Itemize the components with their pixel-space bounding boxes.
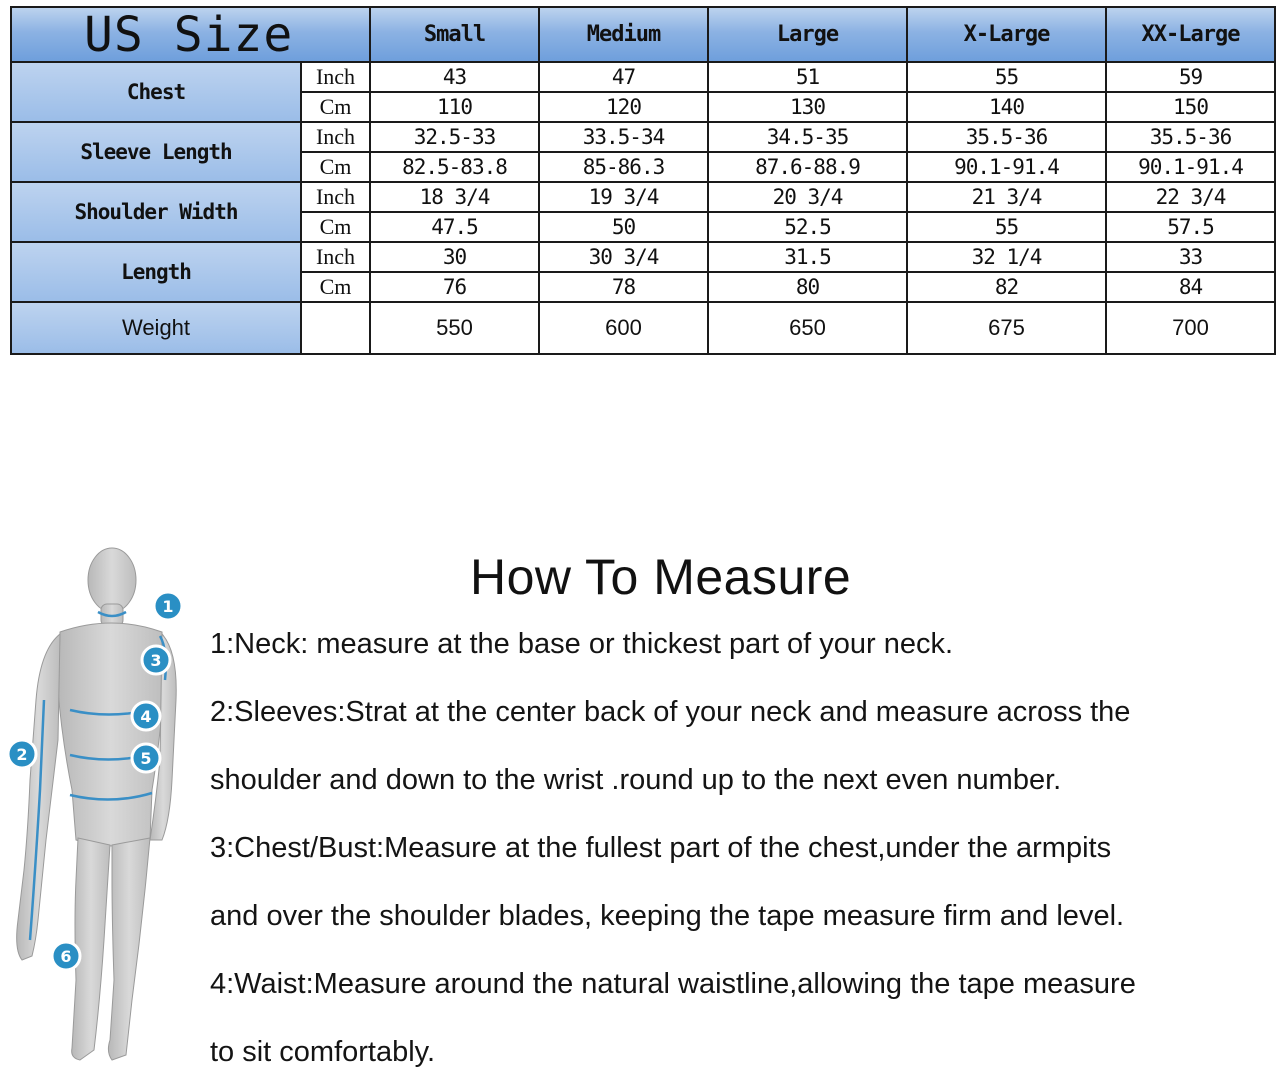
svg-text:2: 2: [16, 745, 28, 764]
table-cell: 84: [1106, 272, 1275, 302]
instruction-line: and over the shoulder blades, keeping the tape measure firm and level.: [210, 900, 1125, 932]
table-cell: 43: [370, 62, 539, 92]
measurement-label: Length: [11, 242, 301, 302]
weight-cell: 675: [907, 302, 1106, 354]
instruction-line: shoulder and down to the wrist .round up to the next even number.: [210, 764, 1062, 796]
unit-label: Cm: [301, 92, 370, 122]
table-cell: 120: [539, 92, 708, 122]
table-cell: 31.5: [708, 242, 907, 272]
table-title: US Size: [11, 7, 370, 62]
svg-text:1: 1: [162, 597, 174, 616]
table-cell: 30 3/4: [539, 242, 708, 272]
table-cell: 76: [370, 272, 539, 302]
table-row-weight: [11, 302, 1275, 354]
table-cell: 20 3/4: [708, 182, 907, 212]
table-cell: 19 3/4: [539, 182, 708, 212]
size-column-header: Medium: [539, 7, 708, 62]
size-column-header: XX-Large: [1106, 7, 1275, 62]
table-cell: 32.5-33: [370, 122, 539, 152]
table-cell: 35.5-36: [907, 122, 1106, 152]
size-column-header: Small: [370, 7, 539, 62]
table-cell: 150: [1106, 92, 1275, 122]
measurement-label: Chest: [11, 62, 301, 122]
weight-cell: 550: [370, 302, 539, 354]
marker-2-icon: [8, 740, 36, 768]
instruction-line: 1:Neck: measure at the base or thickest part of your neck.: [210, 628, 954, 660]
weight-cell: 700: [1106, 302, 1275, 354]
table-cell: 35.5-36: [1106, 122, 1275, 152]
unit-label: Inch: [301, 122, 370, 152]
size-column-header: X-Large: [907, 7, 1106, 62]
table-row: [11, 62, 1275, 92]
table-cell: 34.5-35: [708, 122, 907, 152]
weight-cell: 650: [708, 302, 907, 354]
unit-label: Cm: [301, 272, 370, 302]
table-cell: 59: [1106, 62, 1275, 92]
unit-label: Cm: [301, 152, 370, 182]
table-cell: 82: [907, 272, 1106, 302]
marker-4-icon: [132, 702, 160, 730]
instruction-line: 4:Waist:Measure around the natural waistline,allowing the tape measure: [210, 968, 1136, 1000]
instruction-line: to sit comfortably.: [210, 1036, 436, 1068]
size-column-header: Large: [708, 7, 907, 62]
svg-text:3: 3: [150, 651, 162, 670]
table-cell: 50: [539, 212, 708, 242]
table-cell: 51: [708, 62, 907, 92]
table-cell: 87.6-88.9: [708, 152, 907, 182]
table-row: [11, 122, 1275, 152]
instruction-line: 2:Sleeves:Strat at the center back of your neck and measure across the: [210, 696, 1131, 728]
body-measurement-figure: [0, 540, 200, 1080]
table-cell: 82.5-83.8: [370, 152, 539, 182]
table-cell: 55: [907, 62, 1106, 92]
weight-cell: 600: [539, 302, 708, 354]
table-row: [11, 242, 1275, 272]
table-cell: 52.5: [708, 212, 907, 242]
how-to-measure-title: How To Measure: [470, 549, 852, 605]
table-cell: 33: [1106, 242, 1275, 272]
measurement-label: Sleeve Length: [11, 122, 301, 182]
table-cell: 22 3/4: [1106, 182, 1275, 212]
table-cell: 47: [539, 62, 708, 92]
body-silhouette: [17, 548, 177, 1060]
blank-cell: [301, 302, 370, 354]
table-cell: 32 1/4: [907, 242, 1106, 272]
unit-label: Cm: [301, 212, 370, 242]
table-cell: 21 3/4: [907, 182, 1106, 212]
unit-label: Inch: [301, 182, 370, 212]
marker-6-icon: [52, 942, 80, 970]
marker-3-icon: [142, 646, 170, 674]
table-cell: 110: [370, 92, 539, 122]
table-cell: 47.5: [370, 212, 539, 242]
measurement-label: Shoulder Width: [11, 182, 301, 242]
marker-5-icon: [132, 744, 160, 772]
table-cell: 57.5: [1106, 212, 1275, 242]
table-cell: 80: [708, 272, 907, 302]
table-cell: 130: [708, 92, 907, 122]
svg-text:6: 6: [60, 947, 72, 966]
svg-text:4: 4: [140, 707, 152, 726]
instruction-line: 3:Chest/Bust:Measure at the fullest part of the chest,under the armpits: [210, 832, 1112, 864]
table-cell: 18 3/4: [370, 182, 539, 212]
table-cell: 33.5-34: [539, 122, 708, 152]
table-cell: 85-86.3: [539, 152, 708, 182]
table-cell: 55: [907, 212, 1106, 242]
weight-label: Weight: [11, 302, 301, 354]
unit-label: Inch: [301, 242, 370, 272]
unit-label: Inch: [301, 62, 370, 92]
size-chart-table: [10, 6, 1276, 355]
table-row: [11, 182, 1275, 212]
table-cell: 140: [907, 92, 1106, 122]
table-header-row: [11, 7, 1275, 62]
svg-text:5: 5: [140, 749, 152, 768]
table-cell: 78: [539, 272, 708, 302]
table-cell: 90.1-91.4: [1106, 152, 1275, 182]
table-cell: 30: [370, 242, 539, 272]
table-cell: 90.1-91.4: [907, 152, 1106, 182]
marker-1-icon: [154, 592, 182, 620]
